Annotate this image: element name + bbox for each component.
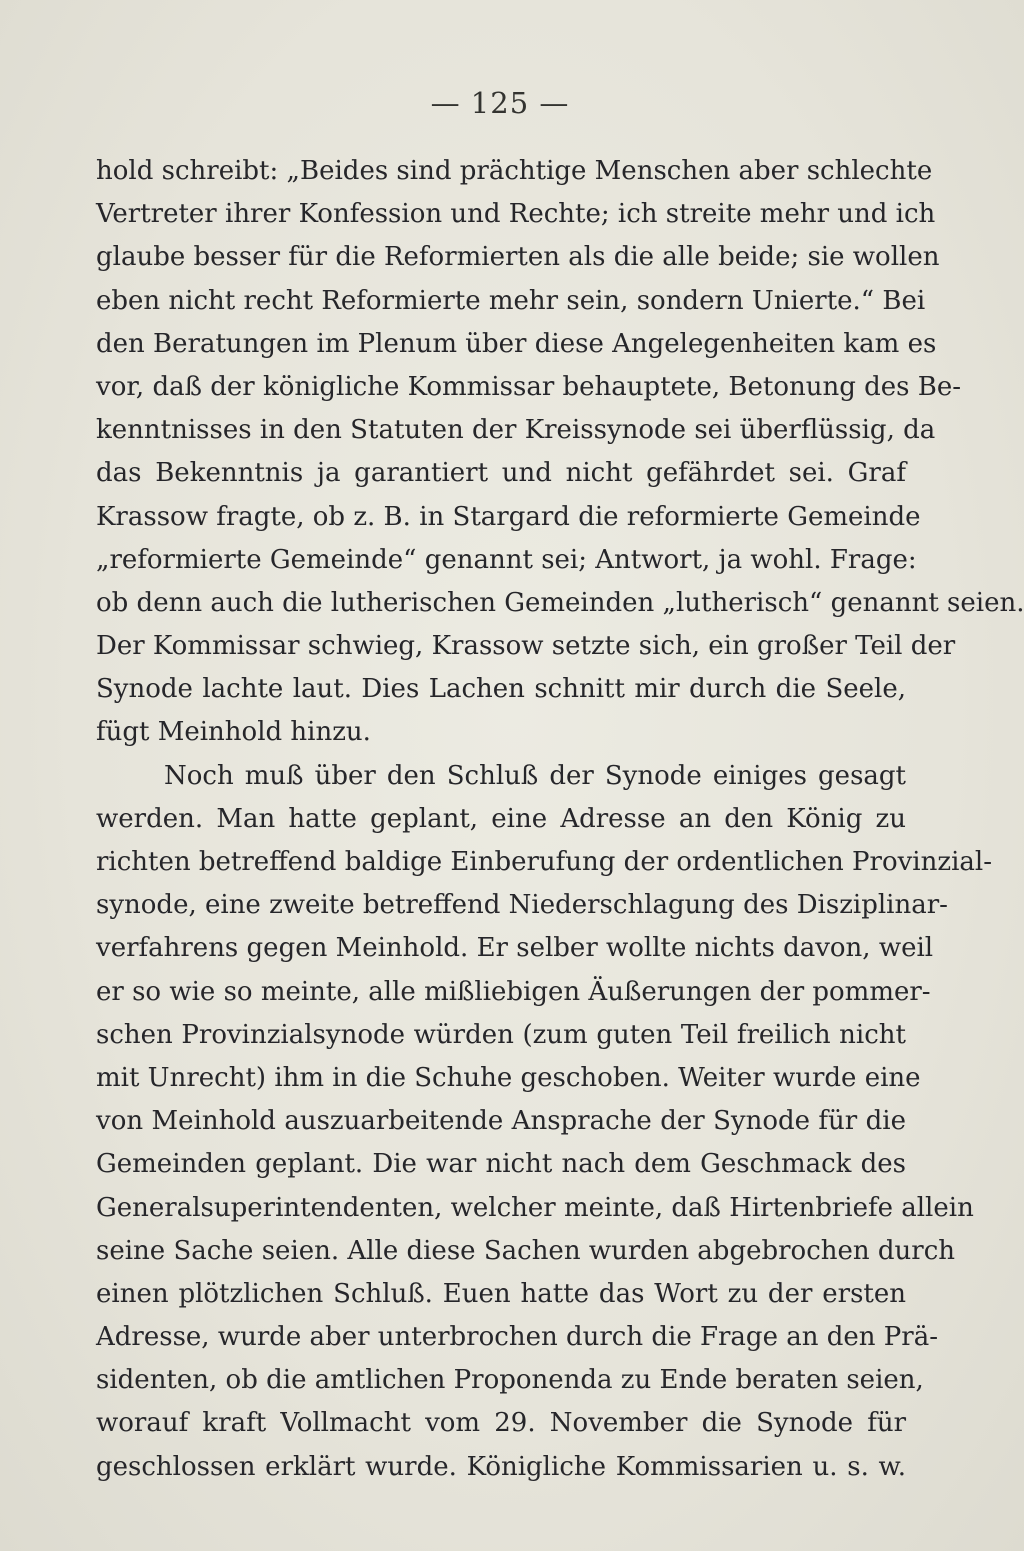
text-line: Gemeinden geplant. Die war nicht nach dem Geschmack des (96, 1149, 906, 1180)
text-line: Synode lachte laut. Dies Lachen schnitt mir durch die Seele, (96, 674, 906, 705)
text-line: geschlossen erklärt wurde. Königliche Kommissarien u. s. w. (96, 1451, 906, 1482)
text-line: richten betreffend baldige Einberufung der ordentlichen Provinzial- (96, 847, 992, 877)
text-line: fügt Meinhold hinzu. (96, 717, 371, 748)
text-line: Krassow fragte, ob z. B. in Stargard die reformierte Gemeinde (96, 501, 921, 532)
text-line: das Bekenntnis ja garantiert und nicht gefährdet sei. Graf (96, 458, 906, 489)
body-text (96, 150, 1024, 1489)
text-line: eben nicht recht Reformierte mehr sein, sondern Unierte.“ Bei (96, 285, 926, 316)
text-line: den Beratungen im Plenum über diese Angelegenheiten kam es (96, 328, 937, 359)
text-line: er so wie so meinte, alle mißliebigen Äußerungen der pommer- (96, 976, 931, 1007)
text-line: mit Unrecht) ihm in die Schuhe geschoben. Weiter wurde eine (96, 1062, 921, 1093)
text-line: Adresse, wurde aber unterbrochen durch die Frage an den Prä- (96, 1322, 938, 1353)
text-line: von Meinhold auszuarbeitende Ansprache der Synode für die (96, 1106, 906, 1137)
text-line: worauf kraft Vollmacht vom 29. November die Synode für (96, 1408, 906, 1439)
text-line: sidenten, ob die amtlichen Proponenda zu Ende beraten seien, (96, 1365, 924, 1396)
text-line: vor, daß der königliche Kommissar behauptete, Betonung des Be- (96, 371, 962, 402)
text-line: hold schreibt: „Beides sind prächtige Menschen aber schlechte (96, 156, 933, 186)
text-line: glaube besser für die Reformierten als die alle beide; sie wollen (96, 242, 940, 273)
text-line: verfahrens gegen Meinhold. Er selber wollte nichts davon, weil (96, 933, 934, 964)
text-line: Generalsuperintendenten, welcher meinte, daß Hirtenbriefe allein (96, 1192, 974, 1223)
text-line: kenntnisses in den Statuten der Kreissynode sei überflüssig, da (96, 415, 936, 446)
text-line: synode, eine zweite betreffend Niederschlagung des Disziplinar- (96, 890, 948, 921)
page-number: — 125 — (430, 86, 570, 120)
text-line: werden. Man hatte geplant, eine Adresse an den König zu (96, 803, 906, 834)
text-line: seine Sache seien. Alle diese Sachen wurden abgebrochen durch (96, 1235, 956, 1266)
text-line: Vertreter ihrer Konfession und Rechte; ich streite mehr und ich (96, 199, 936, 230)
text-line: ob denn auch die lutherischen Gemeinden „lutherisch“ genannt seien. (96, 587, 1024, 618)
text-line: Der Kommissar schwieg, Krassow setzte sich, ein großer Teil der (96, 631, 956, 662)
text-line: einen plötzlichen Schluß. Euen hatte das Wort zu der ersten (96, 1278, 906, 1309)
text-line: schen Provinzialsynode würden (zum guten Teil freilich nicht (96, 1019, 906, 1050)
text-line: Noch muß über den Schluß der Synode einiges gesagt (164, 760, 906, 791)
text-line: „reformierte Gemeinde“ genannt sei; Antwort, ja wohl. Frage: (96, 544, 917, 575)
